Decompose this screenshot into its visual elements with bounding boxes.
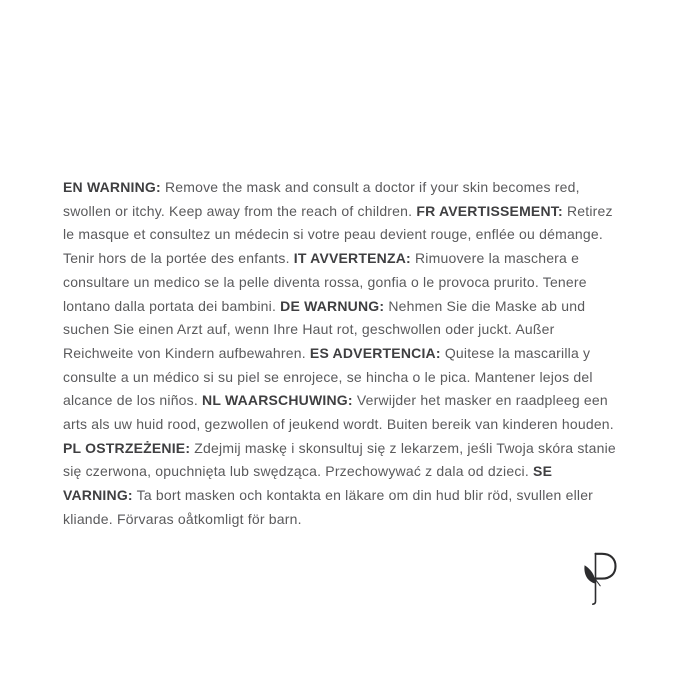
language-warning-heading: ES ADVERTENCIA: bbox=[309, 344, 441, 361]
language-warning-heading: IT AVVERTENZA: bbox=[293, 250, 411, 267]
warning-body-text: Rimuovere la maschera e consultare un medico se la pelle diventa rossa, gonfia o le provoca prurito. Tenere lontano dalla portata dei bambini. bbox=[63, 250, 587, 314]
language-warning-heading: SE VARNING: bbox=[63, 463, 553, 504]
brand-logo bbox=[583, 552, 617, 605]
p-leaf-logo-icon bbox=[583, 552, 617, 605]
warning-text bbox=[63, 176, 619, 532]
language-warning-heading: NL WAARSCHUWING: bbox=[202, 392, 353, 409]
warning-body-text: Verwijder het masker en raadpleeg een arts als uw huid rood, gezwollen of jeukend wordt. Buiten bereik van kinderen houden. bbox=[63, 392, 614, 433]
language-warning-heading: DE WARNUNG: bbox=[280, 297, 385, 314]
warning-body-text: Retirez le masque et consultez un médecin si votre peau devient rouge, enflée ou démange. Tenir hors de la portée des enfants. bbox=[63, 202, 613, 267]
warning-body-text: Quitese la mascarilla y consulte a un médico si su piel se enrojece, se hincha o le pica. Mantener lejos del alcance de los niños. bbox=[63, 344, 593, 409]
language-warning-heading: EN WARNING: bbox=[63, 179, 161, 195]
warning-body-text: Zdejmij maskę i skonsultuj się z lekarzem, jeśli Twoja skóra stanie się czerwona, opuchnięta lub swędząca. Przechowywać z dala od dzieci. bbox=[63, 439, 616, 480]
warning-body-text: Remove the mask and consult a doctor if your skin becomes red, swollen or itchy. Keep away from the reach of children. bbox=[63, 179, 580, 219]
language-warning-heading: PL OSTRZEŻENIE: bbox=[63, 439, 191, 456]
language-warning-heading: FR AVERTISSEMENT: bbox=[416, 202, 563, 219]
warning-body-text: Nehmen Sie die Maske ab und suchen Sie einen Arzt auf, wenn Ihre Haut rot, geschwollen oder juckt. Außer Reichweite von Kindern aufbewahren. bbox=[63, 297, 586, 361]
warning-body-text: Ta bort masken och kontakta en läkare om din hud blir röd, svullen eller kliande. Förvaras oåtkomligt för barn. bbox=[63, 487, 594, 527]
